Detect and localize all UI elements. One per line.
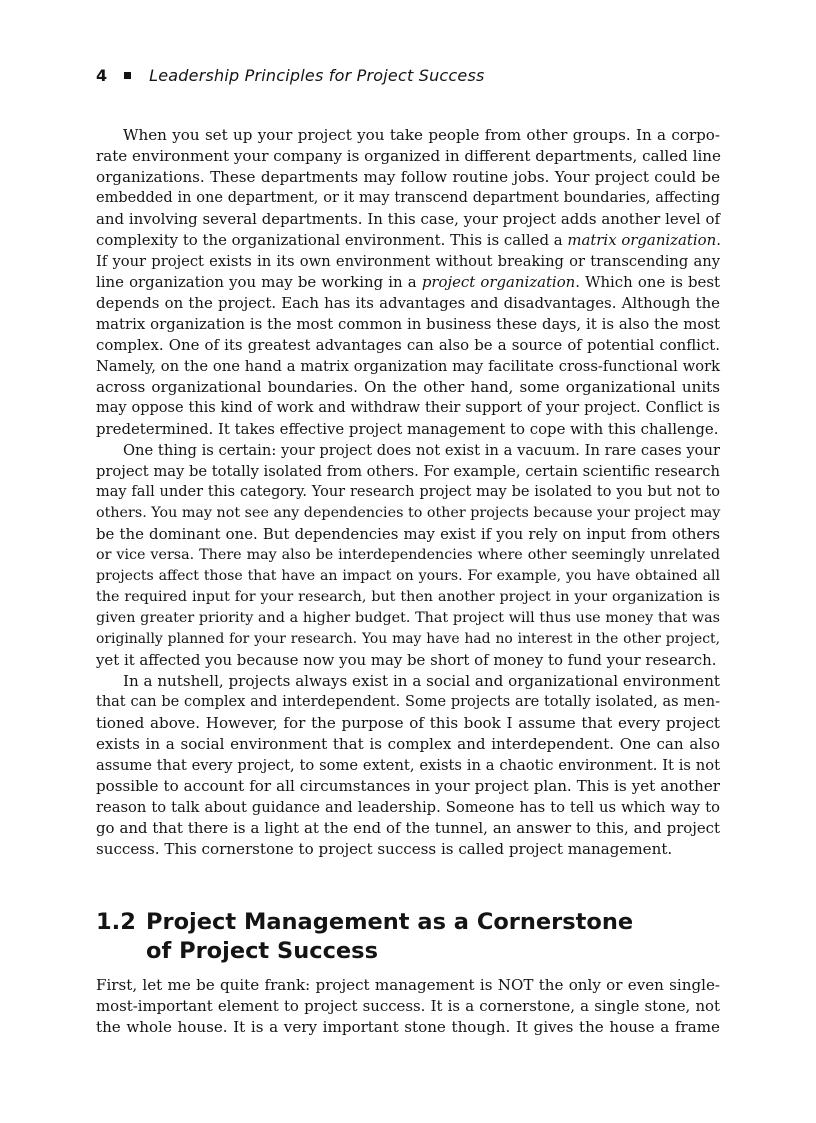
- text-line: tioned above. However, for the purpose of this book I assume that every project: [96, 714, 720, 732]
- text-line: success. This cornerstone to project success is called project management.: [96, 840, 673, 858]
- text-line: project may be totally isolated from others. For example, certain scientific research: [96, 463, 720, 480]
- text-line: reason to talk about guidance and leadership. Someone has to tell us which way to: [96, 799, 720, 816]
- text-line: embedded in one department, or it may transcend department boundaries, affecting: [96, 190, 720, 206]
- text-line: yet it affected you because now you may be short of money to fund your research.: [96, 651, 717, 669]
- text-line: may fall under this category. Your research project may be isolated to you but not to: [96, 484, 720, 500]
- text-line: possible to account for all circumstances in your project plan. This is yet another: [96, 777, 720, 795]
- text-line: the whole house. It is a very important stone though. It gives the house a frame: [96, 1018, 720, 1036]
- text-line: predetermined. It takes effective project management to cope with this challenge.: [96, 420, 719, 438]
- matrix-organization-term: matrix organization: [567, 231, 717, 249]
- text-line: rate environment your company is organized in different departments, called line: [96, 147, 721, 165]
- text-line: In a nutshell, projects always exist in a social and organizational environment: [123, 672, 720, 690]
- text-line: that can be complex and interdependent. Some projects are totally isolated, as men-: [96, 694, 720, 710]
- section-number: 1.2: [96, 909, 136, 935]
- text-line: may oppose this kind of work and withdraw their support of your project. Conflict is: [96, 400, 720, 416]
- page-number: 4: [96, 66, 108, 85]
- running-title: Leadership Principles for Project Success: [149, 66, 485, 85]
- text-line: matrix organization is the most common in business these days, it is also the most: [96, 315, 720, 333]
- text-line: projects affect those that have an impact on yours. For example, you have obtained all: [96, 568, 720, 584]
- text-line: originally planned for your research. You may have had no interest in the other project,: [96, 631, 720, 647]
- text-line: depends on the project. Each has its advantages and disadvantages. Although the: [96, 294, 720, 312]
- text-line: When you set up your project you take people from other groups. In a corpo-: [123, 126, 720, 144]
- text-line: across organizational boundaries. On the other hand, some organizational units: [96, 378, 720, 396]
- running-header: [96, 66, 485, 85]
- text-run: .: [716, 231, 721, 249]
- text-line: exists in a social environment that is complex and interdependent. One can also: [96, 735, 720, 753]
- text-line: most-important element to project success. It is a cornerstone, a single stone, not: [96, 997, 720, 1015]
- text-line: [96, 272, 720, 293]
- section-title-line-1: Project Management as a Cornerstone: [146, 909, 634, 935]
- project-organization-term: project organization: [421, 273, 576, 291]
- text-line: given greater priority and a higher budget. That project will thus use money that was: [96, 610, 720, 626]
- text-run: line organization you may be working in a: [96, 273, 422, 291]
- text-line: First, let me be quite frank: project management is NOT the only or even single-: [96, 976, 720, 994]
- text-line: and involving several departments. In this case, your project adds another level of: [96, 210, 720, 228]
- text-line: others. You may not see any dependencies to other projects because your project may: [96, 505, 721, 521]
- text-line: complex. One of its greatest advantages can also be a source of potential conflict.: [96, 336, 720, 354]
- text-line: go and that there is a light at the end of the tunnel, an answer to this, and project: [96, 819, 720, 837]
- section-heading: [96, 908, 633, 966]
- text-line: be the dominant one. But dependencies may exist if you rely on input from others: [96, 525, 720, 543]
- text-line: or vice versa. There may also be interdependencies where other seemingly unrelated: [96, 547, 720, 563]
- text-line: One thing is certain: your project does not exist in a vacuum. In rare cases your: [123, 442, 720, 459]
- square-bullet-icon: [124, 72, 131, 79]
- text-line: organizations. These departments may follow routine jobs. Your project could be: [96, 168, 720, 186]
- text-line: [96, 230, 720, 251]
- text-line: Namely, on the one hand a matrix organization may facilitate cross-functional work: [96, 358, 720, 375]
- text-run: . Which one is best: [575, 273, 720, 291]
- text-line: If your project exists in its own environment without breaking or transcending any: [96, 253, 720, 270]
- section-title-line-2: of Project Success: [146, 938, 378, 964]
- text-line: assume that every project, to some extent, exists in a chaotic environment. It is not: [96, 757, 720, 774]
- text-line: the required input for your research, but then another project in your organization is: [96, 589, 720, 605]
- text-run: complexity to the organizational environment. This is called a: [96, 231, 568, 249]
